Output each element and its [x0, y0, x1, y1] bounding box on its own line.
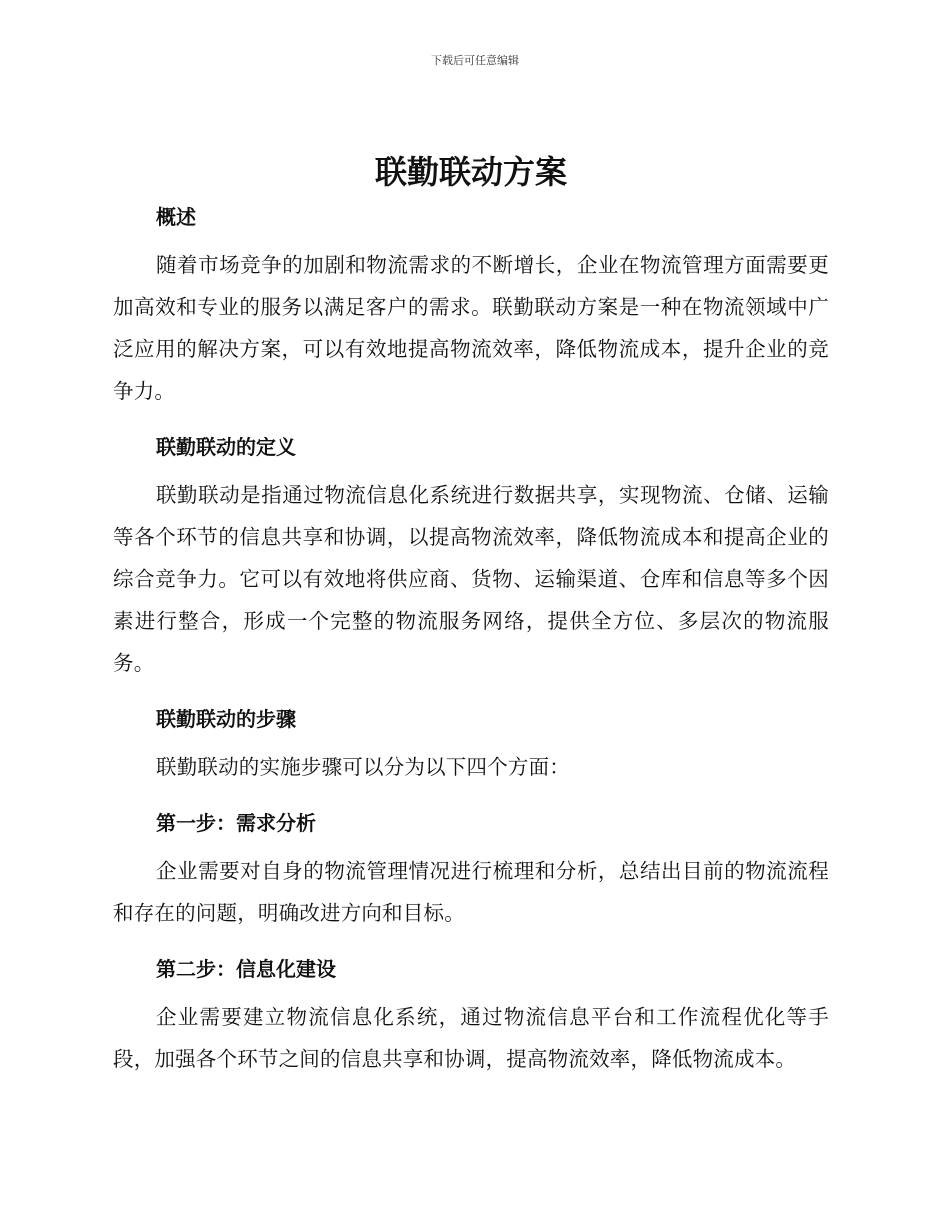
section-heading: 联勤联动的定义	[156, 435, 296, 459]
section-paragraph: 联勤联动是指通过物流信息化系统进行数据共享，实现物流、仓储、运输等各个环节的信息共享和协调，以提高物流效率，降低物流成本和提高企业的综合竞争力。它可以有效地将供应商、货物、运输渠道、仓库和信息等多个因素进行整合，形成一个完整的物流服务网络，提供全方位、多层次的物流服务。	[113, 483, 829, 675]
section-paragraph: 联勤联动的实施步骤可以分为以下四个方面：	[156, 755, 570, 779]
section-paragraph: 随着市场竞争的加剧和物流需求的不断增长，企业在物流管理方面需要更加高效和专业的服务以满足客户的需求。联勤联动方案是一种在物流领域中广泛应用的解决方案，可以有效地提高物流效率，降低物流成本，提升企业的竞争力。	[113, 253, 829, 403]
section-heading: 联勤联动的步骤	[156, 707, 296, 731]
section-heading: 概述	[156, 205, 196, 229]
page-header-note: 下载后可任意编辑	[431, 54, 519, 67]
document-title: 联勤联动方案	[374, 153, 567, 191]
section-heading: 第二步：信息化建设	[156, 957, 336, 981]
section-heading: 第一步：需求分析	[156, 811, 316, 835]
section-paragraph: 企业需要对自身的物流管理情况进行梳理和分析，总结出目前的物流流程和存在的问题，明确改进方向和目标。	[113, 859, 829, 925]
section-overview	[113, 202, 829, 412]
section-paragraph: 企业需要建立物流信息化系统，通过物流信息平台和工作流程优化等手段，加强各个环节之间的信息共享和协调，提高物流效率，降低物流成本。	[113, 1005, 829, 1071]
document-body	[113, 150, 829, 1080]
section-step-2	[113, 954, 829, 1080]
section-step-1	[113, 808, 829, 934]
section-definition	[113, 432, 829, 684]
section-steps	[113, 704, 829, 788]
